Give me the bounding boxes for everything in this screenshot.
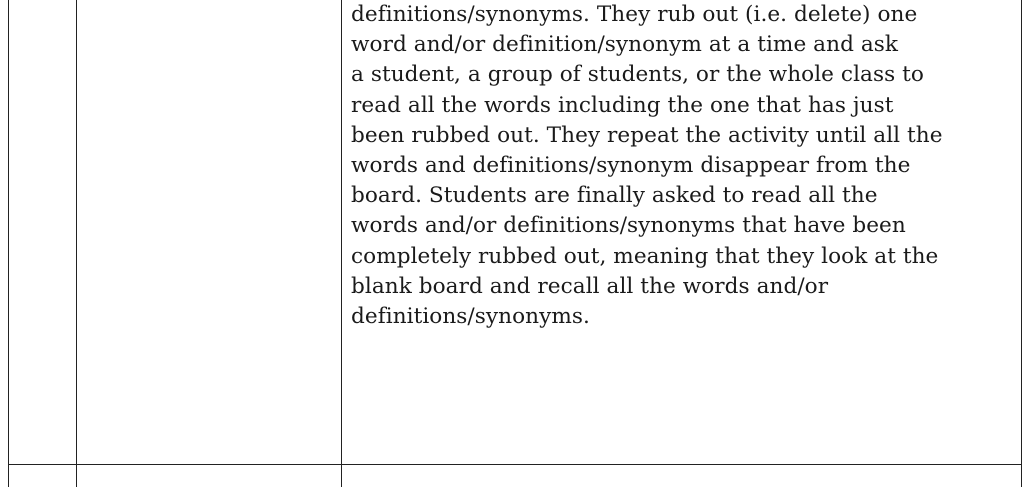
text-line: a student, a group of students, or the whole class to: [351, 62, 924, 88]
table-cell-empty-2: [77, 0, 342, 464]
text-line: words and/or definitions/synonyms that have been: [351, 213, 906, 239]
procedure-paragraph: [342, 0, 1021, 332]
table-cell-empty: [77, 464, 342, 487]
text-line: definitions/synonyms. They rub out (i.e. delete) one: [351, 2, 918, 27]
text-line: words and definitions/synonym disappear from the: [351, 153, 911, 179]
text-line: read all the words including the one that has just: [351, 92, 894, 118]
text-line: blank board and recall all the words and/or: [351, 273, 829, 299]
table-cell-description: [342, 0, 1022, 464]
document-table: [8, 0, 1022, 487]
table-cell-empty: [342, 464, 1022, 487]
text-line: board. Students are finally asked to read all the: [351, 183, 878, 209]
table-cell-empty: [9, 464, 77, 487]
text-line: word and/or definition/synonym at a time and ask: [351, 32, 899, 58]
text-line: completely rubbed out, meaning that they look at the: [351, 243, 939, 269]
table-row: [9, 464, 1022, 487]
table-cell-empty-1: [9, 0, 77, 464]
table-row: [9, 0, 1022, 464]
text-line: been rubbed out. They repeat the activity until all the: [351, 122, 943, 148]
text-line: definitions/synonyms.: [351, 304, 590, 330]
